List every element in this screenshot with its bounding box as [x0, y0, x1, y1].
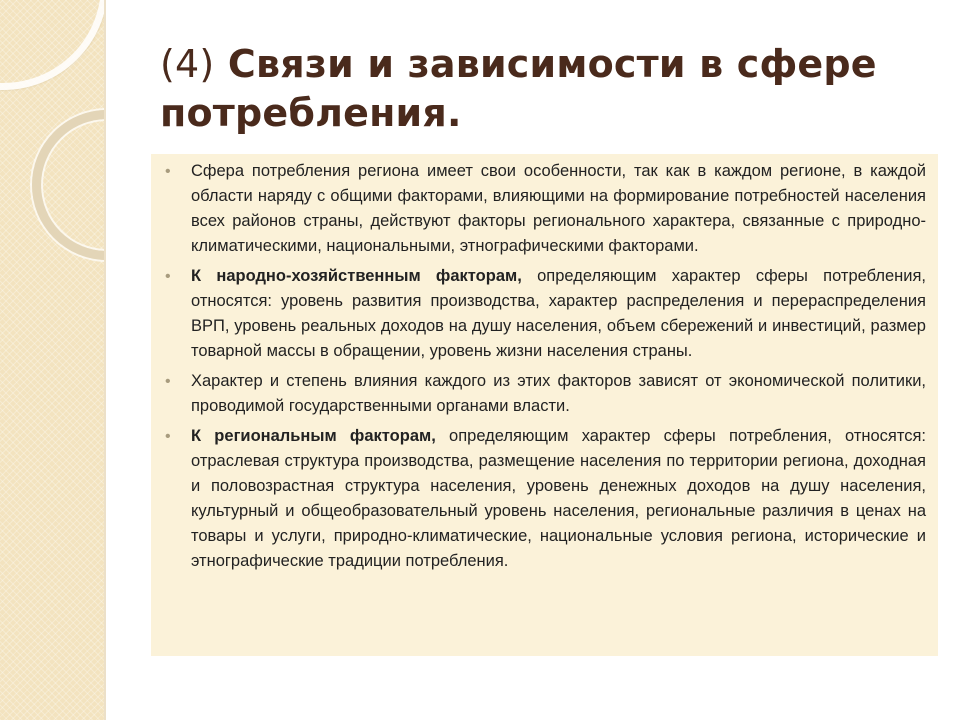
bullet-item [165, 159, 926, 259]
content-box [151, 154, 938, 656]
item-text: Характер и степень влияния каждого из этих факторов зависят от экономической политики, проводимой государственными органами власти. [191, 372, 926, 415]
bullet-icon: • [165, 163, 171, 180]
bullet-icon: • [165, 373, 171, 390]
decorative-ring-middle [32, 110, 104, 260]
bullet-item [165, 424, 927, 574]
bullet-item [165, 264, 926, 364]
item-lead: К народно-хозяйственным факторам, [191, 267, 522, 285]
bullet-icon: • [165, 428, 171, 445]
decorative-side-strip [0, 0, 104, 720]
bullet-item [165, 369, 926, 419]
item-text: определяющим характер сферы потребления, относятся: отраслевая структура производства, размещение населения по территории региона, доходная и половозрастная структура населения, уровень денежных доходов на душу населения, культурный и общеобразовательный уровень населения, региональные различия в ценах на товары и услуги, природно-климатические, национальные условия региона, исторические и этнографические традиции потребления. [191, 427, 927, 570]
decorative-ring-top [0, 0, 104, 90]
item-text: определяющим характер сферы потребления, относятся: уровень развития производства, характер распределения и перераспределения ВРП, уровень реальных доходов на душу населения, объем сбережений и инвестиций, размер товарной массы в обращении, уровень жизни населения страны. [191, 267, 926, 360]
bullet-icon: • [165, 268, 171, 285]
item-text: Сфера потребления региона имеет свои особенности, так как в каждом регионе, в каждой области наряду с общими факторами, влияющими на формирование потребностей населения всех районов страны, действуют факторы регионального характера, связанные с природно-климатическими, национальными, этнографическими факторами. [191, 162, 926, 255]
strip-divider [104, 0, 106, 720]
slide-title [160, 40, 920, 138]
title-number: (4) [160, 42, 215, 86]
title-text: Связи и зависимости в сфере потребления. [160, 42, 877, 135]
item-lead: К региональным факторам, [191, 427, 436, 445]
